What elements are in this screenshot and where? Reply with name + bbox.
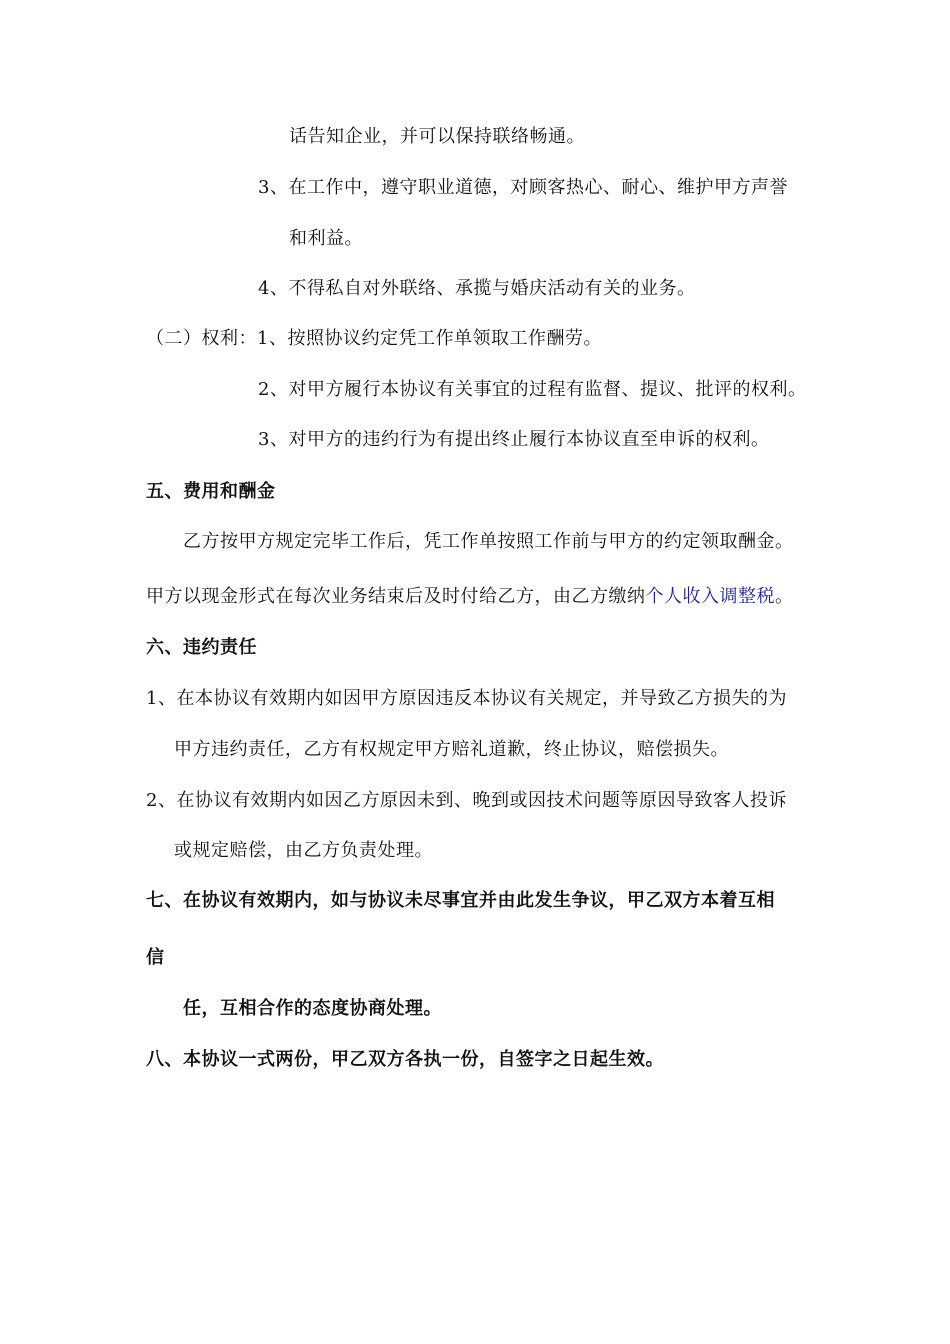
section-5-para-end: 。: [775, 586, 794, 607]
section-6-item-2-line-1: 2、在协议有效期内如因乙方原因未到、晚到或因技术问题等原因导致客人投诉: [146, 790, 787, 811]
income-tax-link[interactable]: 个人收入调整税: [645, 586, 775, 607]
section-5-para-line-1: 乙方按甲方规定完毕工作后，凭工作单按照工作前与甲方的约定领取酬金。: [183, 531, 794, 552]
section-6-heading: 六、违约责任: [146, 637, 257, 658]
duty-item-4: 4、不得私自对外联络、承揽与婚庆活动有关的业务。: [258, 278, 696, 299]
section-7-line-1: 七、在协议有效期内，如与协议未尽事宜并由此发生争议，甲乙双方本着互相: [146, 890, 775, 911]
duty-item-3-line-2: 和利益。: [289, 228, 363, 249]
duty-item-3-line-1: 3、在工作中，遵守职业道德，对顾客热心、耐心、维护甲方声誉: [258, 177, 788, 198]
section-7-line-2: 信: [146, 947, 165, 968]
rights-label: （二）权利：: [146, 328, 257, 349]
duty-continuation: 话告知企业，并可以保持联络畅通。: [289, 126, 585, 147]
section-8-line-1: 八、本协议一式两份，甲乙双方各执一份，自签字之日起生效。: [146, 1049, 664, 1070]
section-7-line-3: 任，互相合作的态度协商处理。: [183, 998, 442, 1019]
rights-item-2: 2、对甲方履行本协议有关事宜的过程有监督、提议、批评的权利。: [258, 379, 807, 400]
section-6-item-1-line-2: 甲方违约责任，乙方有权规定甲方赔礼道歉，终止协议，赔偿损失。: [174, 739, 729, 760]
rights-row: [146, 327, 602, 351]
rights-item-1: 1、按照协议约定凭工作单领取工作酬劳。: [257, 328, 602, 349]
section-6-item-1-line-1: 1、在本协议有效期内如因甲方原因违反本协议有关规定，并导致乙方损失的为: [146, 688, 787, 709]
section-6-item-2-line-2: 或规定赔偿，由乙方负责处理。: [174, 840, 433, 861]
section-5-para-text: 甲方以现金形式在每次业务结束后及时付给乙方，由乙方缴纳: [146, 586, 646, 607]
section-5-para-line-2: [146, 585, 794, 609]
rights-item-3: 3、对甲方的违约行为有提出终止履行本协议直至申诉的权利。: [258, 429, 770, 450]
section-5-heading: 五、费用和酬金: [146, 481, 276, 502]
